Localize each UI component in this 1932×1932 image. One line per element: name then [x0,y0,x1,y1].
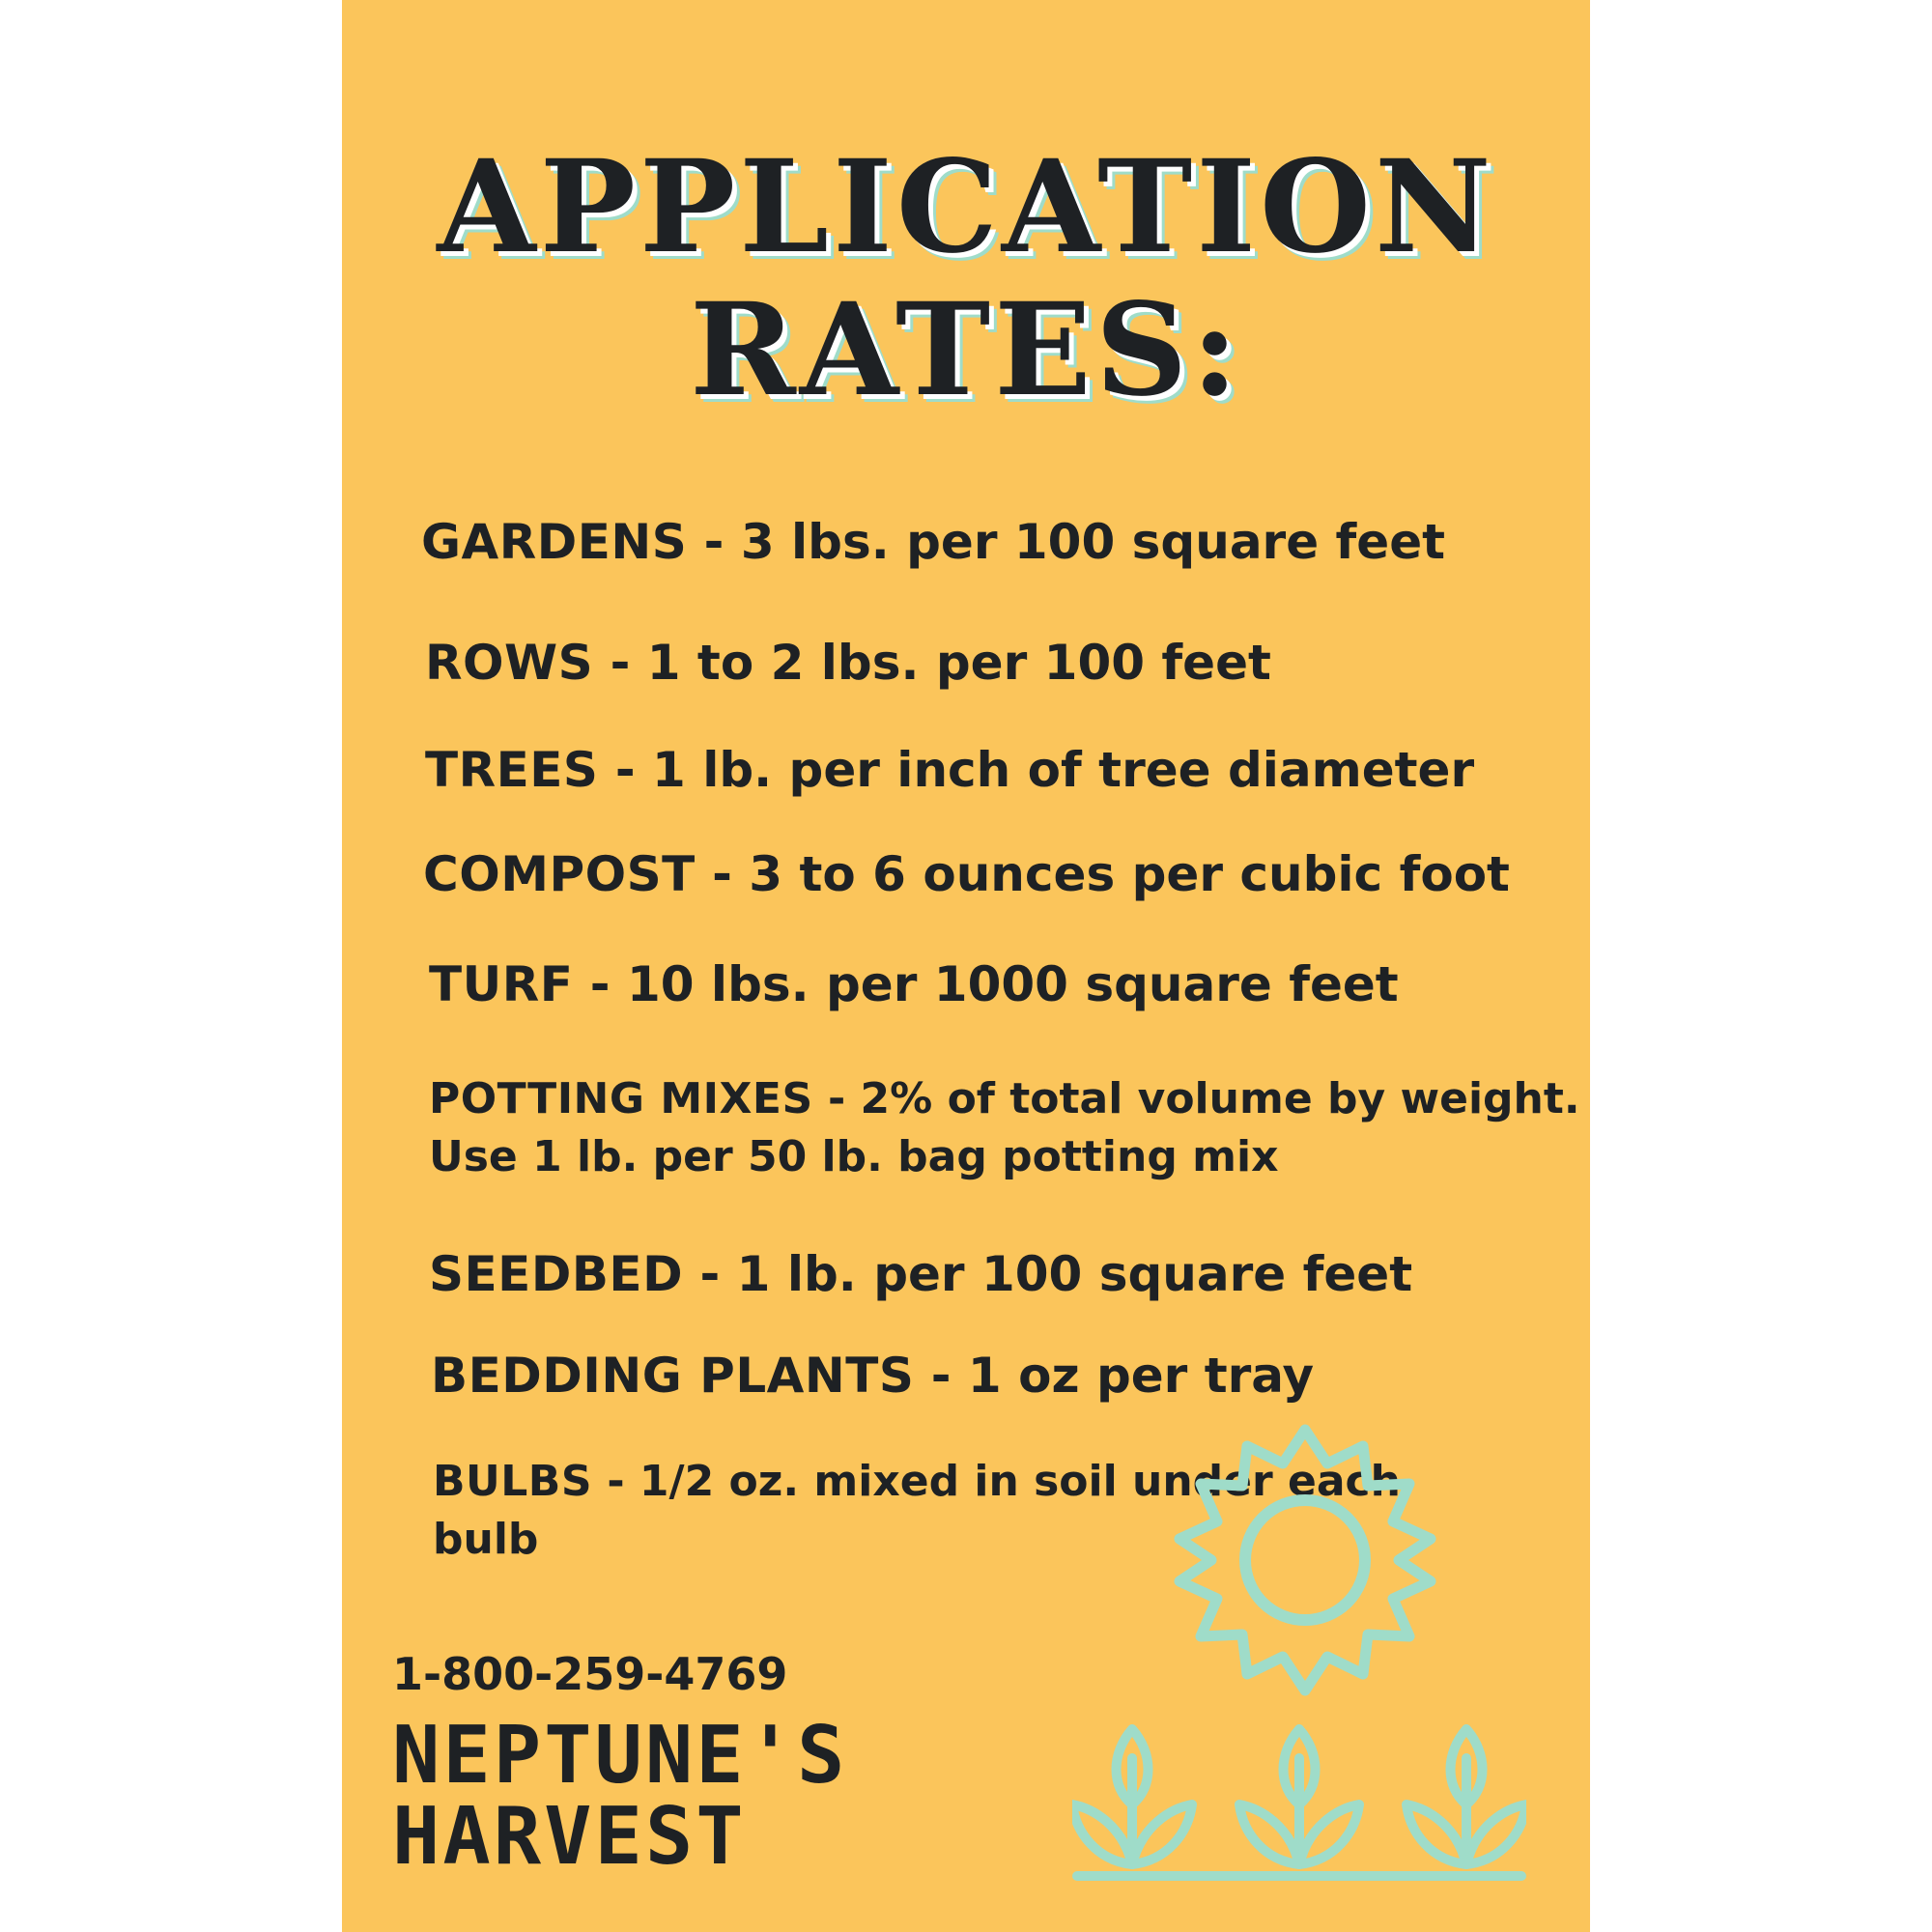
sprout-icon [1072,1719,1526,1884]
rate-compost [423,844,1510,904]
rate-text: - 10 lbs. per 1000 square feet [573,956,1399,1012]
title-line-1: APPLICATION [437,132,1495,282]
rate-label: BEDDING PLANTS [431,1348,915,1404]
brand-name-line-2: HARVEST [392,1791,747,1883]
rate-label: GARDENS [421,514,688,570]
phone-number: 1-800-259-4769 [392,1648,788,1700]
poster [342,0,1590,1932]
rate-trees [425,740,1474,800]
rate-text: - 1/2 oz. mixed in soil under each [592,1457,1401,1506]
sun-icon [1165,1420,1445,1700]
rate-rows [425,633,1271,693]
title-line-2: RATES: [690,275,1242,425]
rate-seedbed [429,1244,1412,1304]
brand-name-line-1: NEPTUNE'S [392,1710,848,1802]
rate-label: BULBS [433,1457,593,1506]
rate-text: - 3 lbs. per 100 square feet [687,514,1446,570]
rate-label: SEEDBED [429,1246,684,1302]
rate-label: TREES [425,742,599,798]
rate-text: - 1 lb. per 100 square feet [683,1246,1413,1302]
rate-turf [429,954,1399,1014]
rate-potting-mixes [429,1070,1580,1186]
rate-label: TURF [429,956,574,1012]
rate-text: - 3 to 6 ounces per cubic foot [695,846,1510,902]
rate-text: - 1 to 2 lbs. per 100 feet [593,635,1271,691]
rate-label: POTTING MIXES [429,1074,813,1123]
rate-text: - 1 lb. per inch of tree diameter [598,742,1475,798]
rate-label: COMPOST [423,846,696,902]
rate-text-line-2: bulb [433,1515,539,1564]
rate-text: - 1 oz per tray [914,1348,1315,1404]
rate-gardens [421,512,1445,572]
rate-bedding-plants [431,1346,1314,1406]
rate-text-line-2: Use 1 lb. per 50 lb. bag potting mix [429,1132,1279,1181]
rate-label: ROWS [425,635,594,691]
rate-text: - 2% of total volume by weight. [812,1074,1580,1123]
